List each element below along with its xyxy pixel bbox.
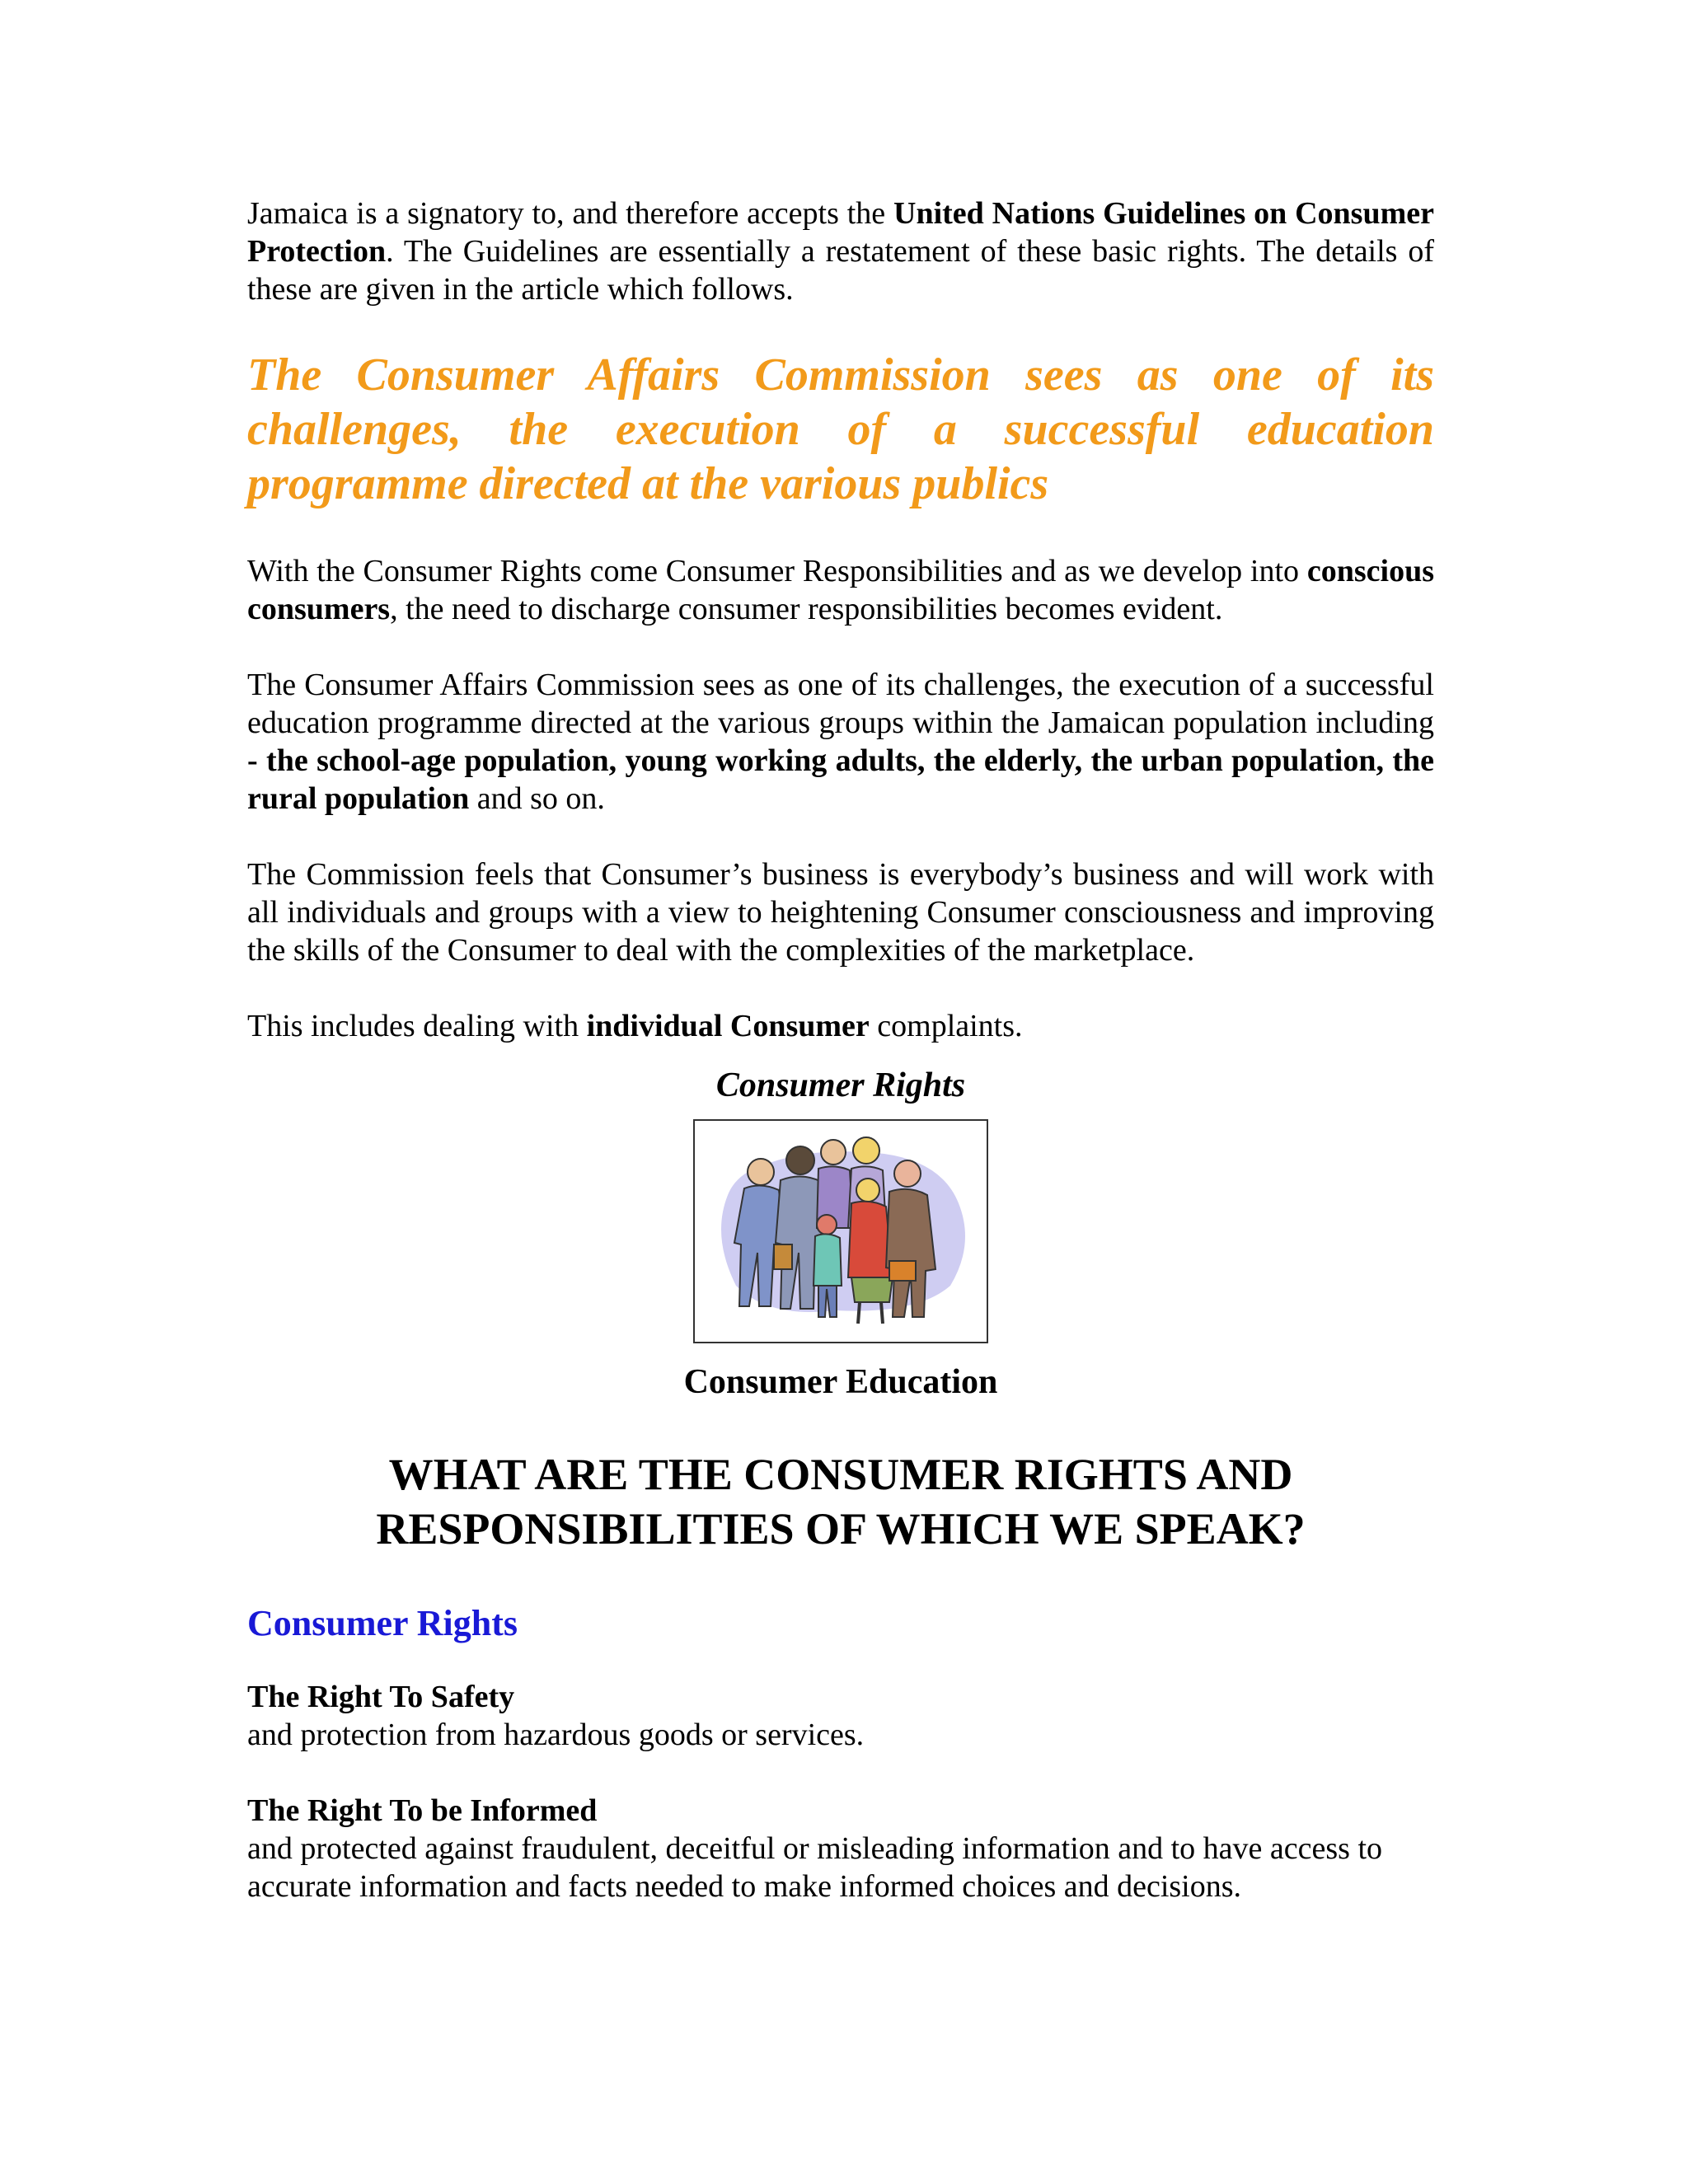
right-item-informed [247, 1792, 1434, 1905]
right-body: and protection from hazardous goods or services. [247, 1718, 865, 1752]
people-group-icon [695, 1121, 987, 1342]
right-item-safety [247, 1678, 1434, 1754]
right-title: The Right To Safety [247, 1680, 515, 1714]
right-title: The Right To be Informed [247, 1793, 598, 1828]
document-page [247, 194, 1434, 1943]
section-title-consumer-rights: Consumer Rights [247, 1603, 518, 1643]
pull-quote: The Consumer Affairs Commission sees as one of its challenges, the execution of a successful education programme directed at the various publics [247, 349, 1434, 509]
conscious-consumers-bold: conscious consumers [247, 554, 1434, 626]
figure-title: Consumer Rights [715, 1066, 966, 1104]
individual-consumer-bold: individual Consumer [586, 1009, 870, 1043]
commission-paragraph: The Consumer Affairs Commission sees as one of its challenges, the execution of a successful education programme directed at the various groups within the Jamaican population including - the school-age population, young working adults, the elderly, the urban population, the rural population and so on. [247, 668, 1434, 816]
consumer-group-illustration [693, 1119, 988, 1343]
figure-caption: Consumer Education [683, 1363, 998, 1401]
includes-paragraph: This includes dealing with individual Consumer complaints. [247, 1009, 1023, 1043]
right-body: and protected against fraudulent, deceitful or misleading information and to have access to accurate information and facts needed to make informed choices and decisions. [247, 1831, 1383, 1904]
intro-paragraph: Jamaica is a signatory to, and therefore accepts the United Nations Guidelines on Consumer Protection. The Guidelines are essentially a restatement of these basic rights. The details of these are given in the article which follows. [247, 196, 1434, 307]
main-heading: WHAT ARE THE CONSUMER RIGHTS AND RESPONSIBILITIES OF WHICH WE SPEAK? [376, 1450, 1306, 1554]
un-guidelines-bold: United Nations Guidelines on Consumer Protection [247, 196, 1434, 269]
responsibilities-paragraph: With the Consumer Rights come Consumer Responsibilities and as we develop into conscious consumers, the need to discharge consumer responsibilities becomes evident. [247, 554, 1434, 626]
business-paragraph: The Commission feels that Consumer’s business is everybody’s business and will work with all individuals and groups with a view to heightening Consumer consciousness and improving the skills of the Consumer to deal with the complexities of the marketplace. [247, 857, 1434, 968]
population-groups-bold: - the school-age population, young working adults, the elderly, the urban population, the rural population [247, 743, 1434, 816]
